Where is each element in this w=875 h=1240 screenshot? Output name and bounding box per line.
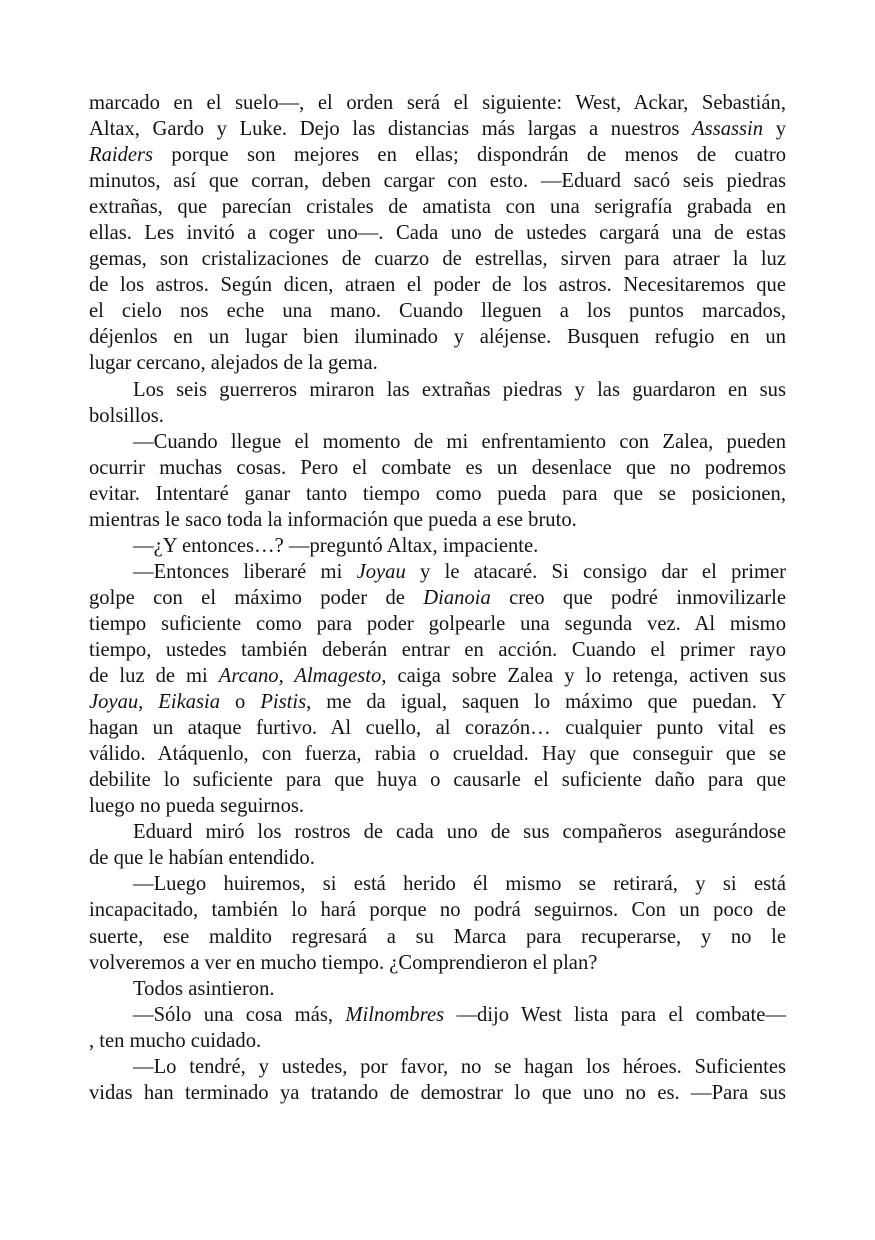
text-line: suerte, ese maldito regresará a su Marca para recuperarse, y no le — [89, 925, 786, 948]
italic-term: Milnombres — [345, 1003, 445, 1026]
text-line: —Sólo una cosa más, Milnombres —dijo West lista para el combate— — [133, 1003, 786, 1026]
italic-term: Dianoia — [423, 586, 491, 609]
text-line: Altax, Gardo y Luke. Dejo las distancias más largas a nuestros Assassin y — [89, 118, 786, 141]
italic-term: Raiders — [89, 144, 154, 167]
book-page-text — [89, 90, 786, 1106]
paragraph — [89, 377, 786, 429]
text-line: tiempo suficiente como para poder golpearle una segunda vez. Al mismo — [89, 612, 786, 635]
paragraph — [89, 1054, 786, 1106]
text-line: minutos, así que corran, deben cargar con esto. —Eduard sacó seis piedras — [89, 170, 786, 193]
text-line: de luz de mi Arcano, Almagesto, caiga sobre Zalea y lo retenga, activen sus — [89, 665, 786, 688]
text-line: déjenlos en un lugar bien iluminado y aléjense. Busquen refugio en un — [89, 326, 786, 349]
text-line: Joyau, Eikasia o Pistis, me da igual, saquen lo máximo que puedan. Y — [89, 691, 787, 714]
text-line: gemas, son cristalizaciones de cuarzo de estrellas, sirven para atraer la luz — [89, 248, 786, 271]
text-line: vidas han terminado ya tratando de demostrar lo que uno no es. —Para sus — [89, 1081, 786, 1104]
text-line: , ten mucho cuidado. — [89, 1029, 262, 1052]
italic-term: Pistis — [260, 691, 307, 714]
text-line: —Lo tendré, y ustedes, por favor, no se hagan los héroes. Suficientes — [133, 1055, 786, 1078]
text-line: tiempo, ustedes también deberán entrar en acción. Cuando el primer rayo — [89, 638, 786, 661]
text-line: Los seis guerreros miraron las extrañas piedras y las guardaron en sus — [133, 378, 786, 401]
text-line: extrañas, que parecían cristales de amatista con una serigrafía grabada en — [89, 196, 786, 219]
text-line: bolsillos. — [89, 404, 164, 427]
italic-term: Eikasia — [158, 691, 221, 714]
paragraph — [89, 1002, 786, 1054]
text-line: incapacitado, también lo hará porque no podrá seguirnos. Con un poco de — [89, 899, 786, 922]
text-line: Raiders porque son mejores en ellas; dispondrán de menos de cuatro — [89, 144, 786, 167]
text-line: ellas. Les invitó a coger uno—. Cada uno de ustedes cargará una de estas — [89, 222, 786, 245]
text-line: volveremos a ver en mucho tiempo. ¿Comprendieron el plan? — [89, 951, 598, 974]
text-line: —¿Y entonces…? —preguntó Altax, impaciente. — [133, 534, 539, 557]
italic-term: Joyau — [89, 691, 139, 714]
text-line: hagan un ataque furtivo. Al cuello, al corazón… cualquier punto vital es — [89, 717, 786, 740]
text-line: marcado en el suelo—, el orden será el siguiente: West, Ackar, Sebastián, — [89, 92, 786, 114]
text-line: luego no pueda seguirnos. — [89, 795, 305, 818]
text-line: ocurrir muchas cosas. Pero el combate es un desenlace que no podremos — [89, 456, 786, 479]
paragraph — [89, 429, 786, 533]
text-line: de que le habían entendido. — [89, 847, 315, 870]
paragraph — [89, 871, 786, 975]
text-line: Todos asintieron. — [133, 977, 275, 1000]
text-line: golpe con el máximo poder de Dianoia creo que podré inmovilizarle — [89, 586, 787, 609]
text-line: de los astros. Según dicen, atraen el poder de los astros. Necesitaremos que — [89, 274, 786, 297]
text-line: —Cuando llegue el momento de mi enfrentamiento con Zalea, pueden — [133, 430, 786, 453]
text-line: debilite lo suficiente para que huya o causarle el suficiente daño para que — [89, 769, 786, 792]
text-line: mientras le saco toda la información que pueda a ese bruto. — [89, 508, 577, 531]
italic-term: Joyau — [356, 560, 406, 583]
paragraph — [89, 819, 786, 871]
text-line: Eduard miró los rostros de cada uno de sus compañeros asegurándose — [133, 821, 786, 844]
paragraph — [89, 559, 786, 819]
italic-term: Assassin — [692, 118, 764, 141]
paragraph — [89, 976, 786, 1002]
paragraph — [89, 533, 786, 559]
text-line: el cielo nos eche una mano. Cuando lleguen a los puntos marcados, — [89, 300, 786, 323]
paragraph — [89, 90, 786, 377]
text-line: evitar. Intentaré ganar tanto tiempo como pueda para que se posicionen, — [89, 482, 786, 505]
text-line: válido. Atáquenlo, con fuerza, rabia o crueldad. Hay que conseguir que se — [89, 743, 786, 766]
text-line: —Entonces liberaré mi Joyau y le atacaré. Si consigo dar el primer — [133, 560, 786, 583]
text-line: —Luego huiremos, si está herido él mismo se retirará, y si está — [133, 873, 786, 896]
italic-term: Arcano, Almagesto — [218, 665, 382, 688]
text-line: lugar cercano, alejados de la gema. — [89, 352, 378, 375]
